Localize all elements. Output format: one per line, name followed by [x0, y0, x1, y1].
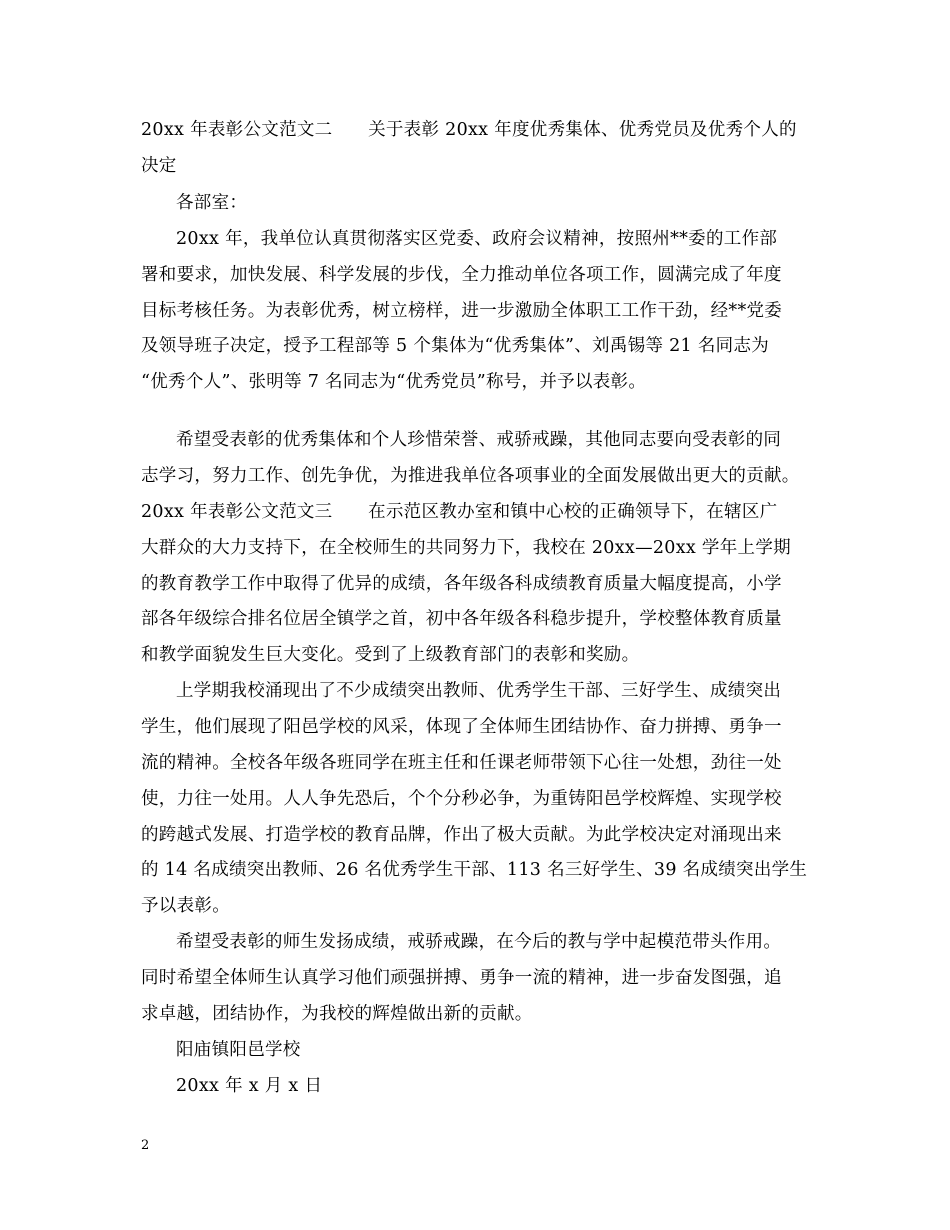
paragraph-line: “优秀个人”、张明等 7 名同志为“优秀党员”称号，并予以表彰。 [141, 372, 647, 392]
signature-date: 20xx 年 x 月 x 日 [176, 1076, 323, 1096]
heading-line-1: 20xx 年表彰公文范文二 关于表彰 20xx 年度优秀集体、优秀党员及优秀个人的 [141, 120, 797, 140]
paragraph-line: 求卓越，团结协作，为我校的辉煌做出新的贡献。 [141, 1004, 533, 1024]
section-line: 20xx 年表彰公文范文三 在示范区教办室和镇中心校的正确领导下，在辖区广 [141, 502, 778, 522]
salutation: 各部室： [176, 193, 248, 213]
paragraph-line: 的教育教学工作中取得了优异的成绩，各年级各科成绩教育质量大幅度提高，小学 [141, 574, 782, 594]
paragraph-line: 学生，他们展现了阳邑学校的风采，体现了全体师生团结协作、奋力拼搏、勇争一 [141, 717, 782, 737]
paragraph-line: 流的精神。全校各年级各班同学在班主任和任课老师带领下心往一处想，劲往一处 [141, 753, 782, 773]
paragraph-line: 目标考核任务。为表彰优秀，树立榜样，进一步激励全体职工工作干劲，经**党委 [141, 301, 783, 321]
paragraph-line: 及领导班子决定，授予工程部等 5 个集体为“优秀集体”、刘禹锡等 21 名同志为 [141, 336, 770, 356]
paragraph-line: 署和要求，加快发展、科学发展的步伐，全力推动单位各项工作，圆满完成了年度 [141, 265, 782, 285]
paragraph-line: 同时希望全体师生认真学习他们顽强拼搏、勇争一流的精神，进一步奋发图强，追 [141, 968, 782, 988]
paragraph-line: 部各年级综合排名位居全镇学之首，初中各年级各科稳步提升，学校整体教育质量 [141, 609, 782, 629]
paragraph-line: 大群众的大力支持下，在全校师生的共同努力下，我校在 20xx—20xx 学年上学期 [141, 538, 791, 558]
paragraph-line: 志学习，努力工作、创先争优，为推进我单位各项事业的全面发展做出更大的贡献。 [141, 466, 800, 486]
paragraph-line: 使，力往一处用。人人争先恐后，个个分秒必争，为重铸阳邑学校辉煌、实现学校 [141, 789, 782, 809]
page-number: 2 [141, 1138, 150, 1153]
paragraph-line: 的 14 名成绩突出教师、26 名优秀学生干部、113 名三好学生、39 名成绩突出学生 [141, 860, 808, 880]
paragraph-line: 的跨越式发展、打造学校的教育品牌，作出了极大贡献。为此学校决定对涌现出来 [141, 825, 782, 845]
paragraph-line: 予以表彰。 [141, 896, 230, 916]
paragraph-line: 上学期我校涌现出了不少成绩突出教师、优秀学生干部、三好学生、成绩突出 [176, 681, 782, 701]
paragraph-line: 和教学面貌发生巨大变化。受到了上级教育部门的表彰和奖励。 [141, 645, 640, 665]
paragraph-line: 20xx 年，我单位认真贯彻落实区党委、政府会议精神，按照州**委的工作部 [176, 229, 778, 249]
signature-organization: 阳庙镇阳邑学校 [176, 1040, 301, 1060]
paragraph-line: 希望受表彰的优秀集体和个人珍惜荣誉、戒骄戒躁，其他同志要向受表彰的同 [176, 430, 782, 450]
paragraph-line: 希望受表彰的师生发扬成绩，戒骄戒躁，在今后的教与学中起模范带头作用。 [176, 932, 782, 952]
heading-line-2: 决定 [141, 156, 177, 176]
